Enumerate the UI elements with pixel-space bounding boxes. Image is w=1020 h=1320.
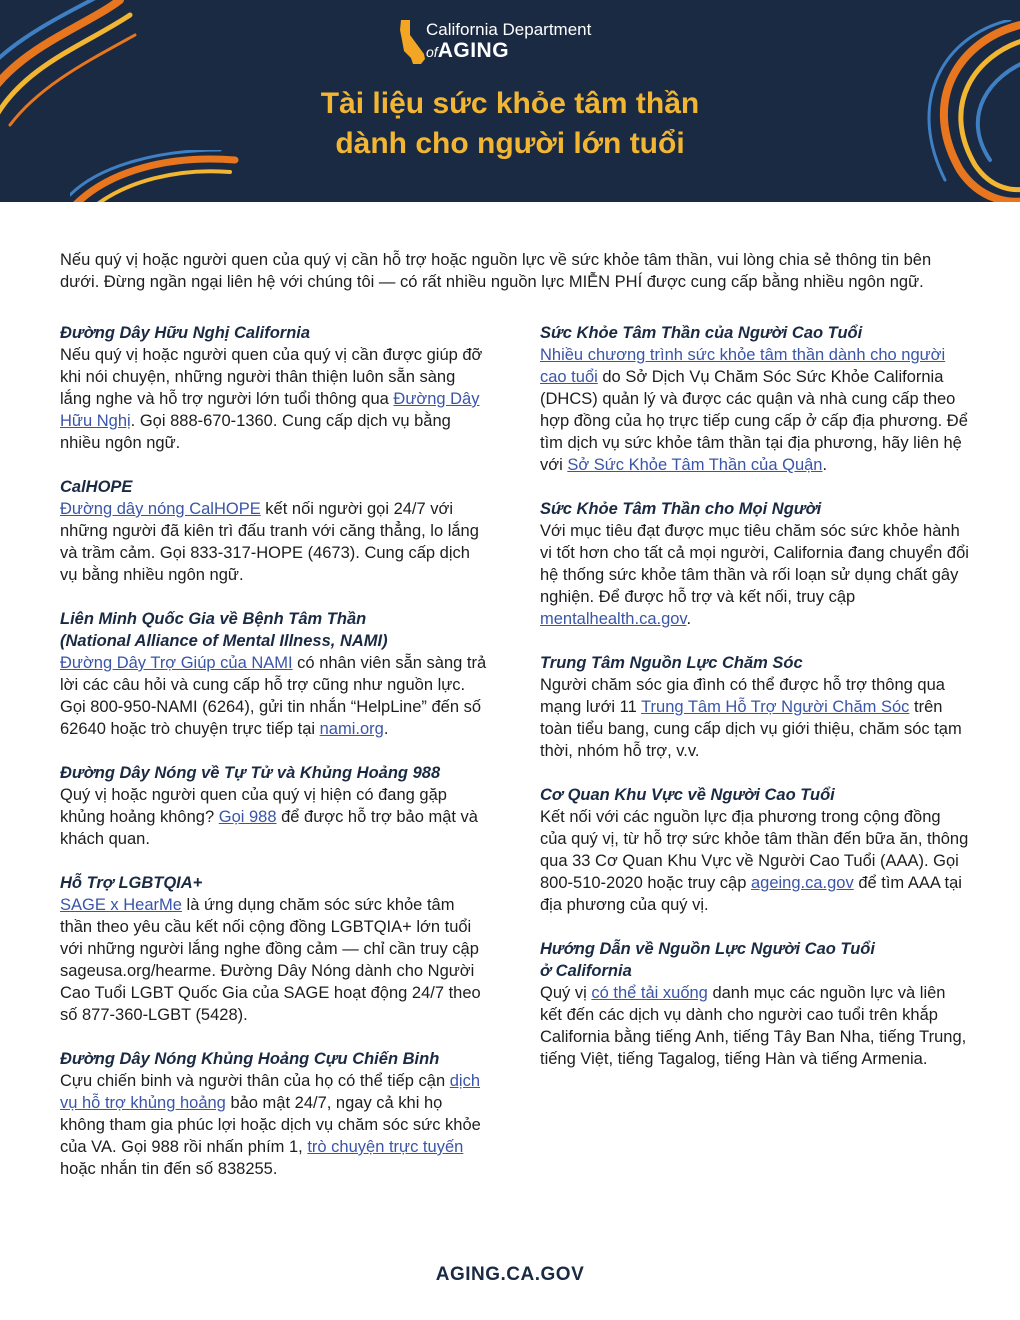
section-body (540, 520, 970, 630)
body-text: danh mục các nguồn lực và liên kết đến các dịch vụ dành cho người cao tuổi trên khắp California bằng tiếng Anh, tiếng Tây Ban Nha, tiếng Trung, tiếng Việt, tiếng Tagalog, tiếng Hàn và tiếng Armenia. (540, 984, 967, 1068)
section-title (60, 608, 490, 652)
nami-helpline-link[interactable]: Đường Dây Trợ Giúp của NAMI (60, 654, 293, 672)
section-title-line1: Hướng Dẫn về Nguồn Lực Người Cao Tuổi (540, 940, 875, 958)
section-body (60, 344, 490, 454)
body-text: có nhân viên sẵn sàng trả lời các câu hỏi và cung cấp hỗ trợ cũng như nguồn lực. Gọi 800-950-NAMI (6264), gửi tin nhắn “HelpLine” đến số 62640 hoặc trò chuyện trực tiếp tại (60, 654, 487, 738)
body-text: bảo mật 24/7, ngay cả khi họ không tham gia phúc lợi hoặc dịch vụ chăm sóc sức khỏe của VA. Gọi 988 rồi nhấn phím 1, (60, 1094, 481, 1156)
aging-site-link[interactable]: ageing.ca.gov (750, 874, 854, 892)
body-text: Với mục tiêu đạt được mục tiêu chăm sóc sức khỏe hành vi tốt hơn cho tất cả mọi người, California đang chuyển đổi hệ thống sức khỏe tâm thần và rối loạn sử dụng chất gây nghiện. Để được hỗ trợ và kết nối, truy cập (540, 522, 969, 606)
header-banner (0, 0, 1020, 202)
online-chat-link[interactable]: trò chuyện trực tuyến (307, 1138, 464, 1156)
department-logo (398, 18, 638, 68)
body-text: Quý vị hoặc người quen của quý vị hiện có đang gặp khủng hoảng không? (60, 786, 447, 826)
section-title (540, 938, 970, 982)
body-text: . (686, 610, 692, 628)
page-title (0, 84, 1020, 164)
section-title-line2: ở California (540, 962, 632, 980)
section-title-line2: (National Alliance of Mental Illness, NAMI) (60, 632, 388, 650)
section-title: Đường Dây Nóng về Tự Tử và Khủng Hoảng 988 (60, 764, 441, 782)
download-link[interactable]: có thể tải xuống (591, 984, 708, 1002)
section-title: Cơ Quan Khu Vực về Người Cao Tuổi (540, 786, 835, 804)
body-text: do Sở Dịch Vụ Chăm Sóc Sức Khỏe California (DHCS) quản lý và được các quận và nhà cung cấp theo hợp đồng của họ trực tiếp cung cấp ở cấp địa phương. Để tìm dịch vụ sức khỏe tâm thần tại địa phương, hãy liên hệ với (540, 368, 968, 474)
section-title: Hỗ Trợ LGBTQIA+ (60, 874, 203, 892)
body-text: kết nối người gọi 24/7 với những người đã kiên trì đấu tranh với căng thẳng, lo lắng và trầm cảm. Gọi 833-317-HOPE (4673). Cung cấp dịch vụ bằng nhiều ngôn ngữ. (60, 500, 479, 584)
older-adult-programs-link[interactable]: Nhiều chương trình sức khỏe tâm thần dành cho người cao tuổi (540, 346, 946, 386)
section-body (540, 982, 970, 1070)
section-older-adults (540, 322, 970, 476)
body-text: Người chăm sóc gia đình có thể được hỗ trợ thông qua mạng lưới 11 (540, 676, 945, 716)
section-body (540, 344, 970, 476)
section-lgbtqia (60, 872, 490, 1026)
logo-line2 (426, 39, 509, 63)
section-everyone (540, 498, 970, 630)
logo-main: AGING (437, 39, 510, 62)
logo-prefix: of (426, 44, 438, 60)
body-text: . Gọi 888-670-1360. Cung cấp dịch vụ bằng nhiều ngôn ngữ. (60, 412, 451, 452)
mentalhealth-link[interactable]: mentalhealth.ca.gov (540, 610, 687, 628)
friendship-line-link[interactable]: Đường Dây Hữu Nghị (60, 390, 480, 430)
section-title: Đường Dây Hữu Nghị California (60, 324, 311, 342)
body-text: Cựu chiến binh và người thân của họ có thể tiếp cận (60, 1072, 450, 1090)
section-body (60, 894, 490, 1026)
body-text: Quý vị (540, 984, 592, 1002)
caregiver-centers-link[interactable]: Trung Tâm Hỗ Trợ Người Chăm Sóc (641, 698, 910, 716)
section-nami (60, 608, 490, 740)
section-body (60, 784, 490, 850)
section-area-agencies (540, 784, 970, 916)
section-body (540, 674, 970, 762)
section-body (60, 652, 490, 740)
body-text: Kết nối với các nguồn lực địa phương trong cộng đồng của quý vị, từ hỗ trợ sức khỏe tâm thần đến bữa ăn, thông qua 33 Cơ Quan Khu Vực về Người Cao Tuổi (AAA). Gọi 800-510-2020 hoặc truy cập (540, 808, 969, 892)
body-text: . (383, 720, 389, 738)
section-resource-guide (540, 938, 970, 1070)
body-text: . (822, 456, 828, 474)
section-caregiver (540, 652, 970, 762)
section-title: Sức Khỏe Tâm Thần cho Mọi Người (540, 500, 822, 518)
intro-paragraph: Nếu quý vị hoặc người quen của quý vị cần hỗ trợ hoặc nguồn lực về sức khỏe tâm thần, vui lòng chia sẻ thông tin bên dưới. Đừng ngần ngại liên hệ với chúng tôi — có rất nhiều nguồn lực MIỄN PHÍ được cung cấp bằng nhiều ngôn ngữ. (60, 250, 932, 291)
logo-line1: California Department (426, 20, 592, 39)
body-text: hoặc nhắn tin đến số 838255. (60, 1160, 278, 1178)
sage-hearme-link[interactable]: SAGE x HearMe (60, 896, 182, 914)
california-map-icon (398, 18, 428, 68)
call-988-link[interactable]: Gọi 988 (218, 808, 277, 826)
footer-url[interactable]: AGING.CA.GOV (435, 1264, 585, 1285)
calhope-link[interactable]: Đường dây nóng CalHOPE (60, 500, 261, 518)
section-body (60, 498, 490, 586)
section-title: Trung Tâm Nguồn Lực Chăm Sóc (540, 654, 803, 672)
body-text: trên toàn tiểu bang, cung cấp dịch vụ giới thiệu, chăm sóc tạm thời, nhóm hỗ trợ, v.v. (540, 698, 962, 760)
section-veterans (60, 1048, 490, 1180)
section-friendship-line (60, 322, 490, 454)
page-title-line2: dành cho người lớn tuổi (335, 127, 685, 160)
section-title: Sức Khỏe Tâm Thần của Người Cao Tuổi (540, 324, 863, 342)
county-mental-health-link[interactable]: Sở Sức Khỏe Tâm Thần của Quận (567, 456, 823, 474)
body-text: để tìm AAA tại địa phương của quý vị. (540, 874, 962, 914)
body-text: Nếu quý vị hoặc người quen của quý vị cần được giúp đỡ khi nói chuyện, những người thân thiện luôn sẵn sàng lắng nghe và hỗ trợ người lớn tuổi thông qua (60, 346, 483, 408)
section-title: Đường Dây Nóng Khủng Hoảng Cựu Chiến Binh (60, 1050, 440, 1068)
crisis-support-link[interactable]: dịch vụ hỗ trợ khủng hoảng (60, 1072, 481, 1112)
page-title-line1: Tài liệu sức khỏe tâm thần (320, 87, 700, 120)
body-text: là ứng dụng chăm sóc sức khỏe tâm thần theo yêu cầu kết nối cộng đồng LGBTQIA+ lớn tuổi với những người lắng nghe đồng cảm — chỉ cần truy cập sageusa.org/hearme. Đường Dây Nóng dành cho Người Cao Tuổi LGBT Quốc Gia của SAGE hoạt động 24/7 theo số 877-360-LGBT (5428). (60, 896, 481, 1024)
section-988-crisis (60, 762, 490, 850)
body-text: để được hỗ trợ bảo mật và khách quan. (60, 808, 478, 848)
section-title: CalHOPE (60, 478, 133, 496)
section-body (540, 806, 970, 916)
section-title-line1: Liên Minh Quốc Gia về Bệnh Tâm Thần (60, 610, 367, 628)
right-column (540, 322, 970, 1092)
left-column (60, 322, 490, 1202)
nami-org-link[interactable]: nami.org (319, 720, 384, 738)
section-calhope (60, 476, 490, 586)
section-body (60, 1070, 490, 1180)
